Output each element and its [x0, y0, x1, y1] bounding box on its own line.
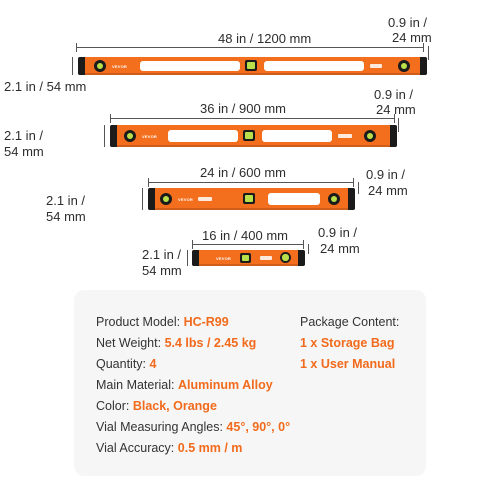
hand-slot [140, 61, 240, 71]
height-line [142, 188, 143, 210]
spec-value: Black, Orange [132, 399, 217, 413]
hand-slot [262, 130, 332, 142]
length-dimension-line [192, 244, 304, 245]
thickness-label: 0.9 in / [388, 15, 428, 30]
vial-icon [240, 253, 251, 263]
spec-label: Product Model: [96, 315, 181, 329]
package-title: Package Content: [300, 315, 400, 329]
level-36in [110, 125, 397, 147]
height-label: 2.1 in / [46, 193, 86, 208]
height-label: 2.1 in / [4, 128, 44, 143]
vial-icon [280, 252, 291, 263]
package-item: 1 x Storage Bag [300, 336, 395, 350]
thickness-label: 24 mm [392, 30, 432, 45]
vial-icon [398, 60, 410, 72]
spec-angles [96, 420, 290, 434]
thickness-label: 24 mm [368, 183, 408, 198]
thickness-label: 24 mm [376, 102, 416, 117]
height-label: 54 mm [4, 144, 44, 159]
thickness-label: 0.9 in / [366, 167, 406, 182]
vial-icon [94, 60, 106, 72]
thickness-line [428, 46, 429, 60]
label-tag [260, 256, 272, 260]
label-tag [198, 197, 212, 201]
vial-icon [245, 60, 257, 71]
end-cap [110, 125, 117, 147]
dimension-tick [148, 178, 149, 187]
end-cap [348, 188, 355, 210]
vial-icon [243, 130, 255, 141]
brand-logo: VEVOR [142, 134, 158, 139]
dimension-tick [76, 43, 77, 52]
hand-slot [168, 130, 238, 142]
end-cap [390, 125, 397, 147]
spec-card [74, 290, 426, 476]
spec-value: Aluminum Alloy [177, 378, 273, 392]
spec-label: Vial Accuracy: [96, 441, 175, 455]
spec-value: 5.4 lbs / 2.45 kg [164, 336, 257, 350]
height-line [72, 57, 73, 75]
spec-value: 45°, 90°, 0° [226, 420, 291, 434]
spec-value: 4 [149, 357, 157, 371]
height-line [187, 250, 188, 266]
label-tag [370, 64, 382, 68]
spec-color [96, 399, 217, 413]
brand-logo: VEVOR [112, 64, 128, 69]
length-dimension-line [148, 182, 354, 183]
height-label: 54 mm [142, 263, 182, 278]
thickness-label: 24 mm [320, 241, 360, 256]
height-label: 2.1 in / 54 mm [4, 79, 87, 94]
spec-accuracy [96, 441, 242, 455]
level-16in [192, 250, 305, 266]
spec-value: 0.5 mm / m [177, 441, 243, 455]
end-cap [78, 57, 85, 75]
length-label: 36 in / 900 mm [200, 101, 286, 116]
hand-slot [264, 61, 364, 71]
spec-value: HC-R99 [183, 315, 229, 329]
vial-icon [124, 130, 136, 142]
length-dimension-line [110, 118, 395, 119]
length-label: 48 in / 1200 mm [218, 31, 312, 46]
height-line [104, 125, 105, 147]
vial-icon [243, 193, 255, 204]
length-label: 24 in / 600 mm [200, 165, 286, 180]
hand-slot [268, 193, 320, 205]
spec-model [96, 315, 229, 329]
spec-label: Vial Measuring Angles: [96, 420, 223, 434]
level-24in [148, 188, 355, 210]
dimension-tick [303, 240, 304, 249]
spec-material [96, 378, 273, 392]
dimension-tick [353, 178, 354, 187]
label-tag [338, 134, 352, 138]
level-48in [78, 57, 427, 75]
height-label: 2.1 in / [142, 247, 182, 262]
thickness-line [308, 244, 309, 254]
spec-label: Main Material: [96, 378, 175, 392]
vial-icon [364, 130, 376, 142]
spec-weight [96, 336, 256, 350]
end-cap [148, 188, 155, 210]
thickness-label: 0.9 in / [374, 87, 414, 102]
length-label: 16 in / 400 mm [202, 228, 288, 243]
spec-label: Quantity: [96, 357, 147, 371]
brand-logo: VEVOR [178, 197, 194, 202]
end-cap [298, 250, 305, 266]
end-cap [420, 57, 427, 75]
vial-icon [328, 193, 340, 205]
dimension-tick [192, 240, 193, 249]
thickness-label: 0.9 in / [318, 225, 358, 240]
spec-quantity [96, 357, 156, 371]
thickness-line [358, 182, 359, 194]
dimension-tick [110, 114, 111, 123]
height-label: 54 mm [46, 209, 86, 224]
end-cap [192, 250, 199, 266]
package-item: 1 x User Manual [300, 357, 396, 371]
length-dimension-line [76, 47, 424, 48]
thickness-line [398, 118, 399, 132]
spec-label: Color: [96, 399, 130, 413]
spec-label: Net Weight: [96, 336, 162, 350]
brand-logo: VEVOR [216, 256, 232, 261]
vial-icon [160, 193, 172, 205]
